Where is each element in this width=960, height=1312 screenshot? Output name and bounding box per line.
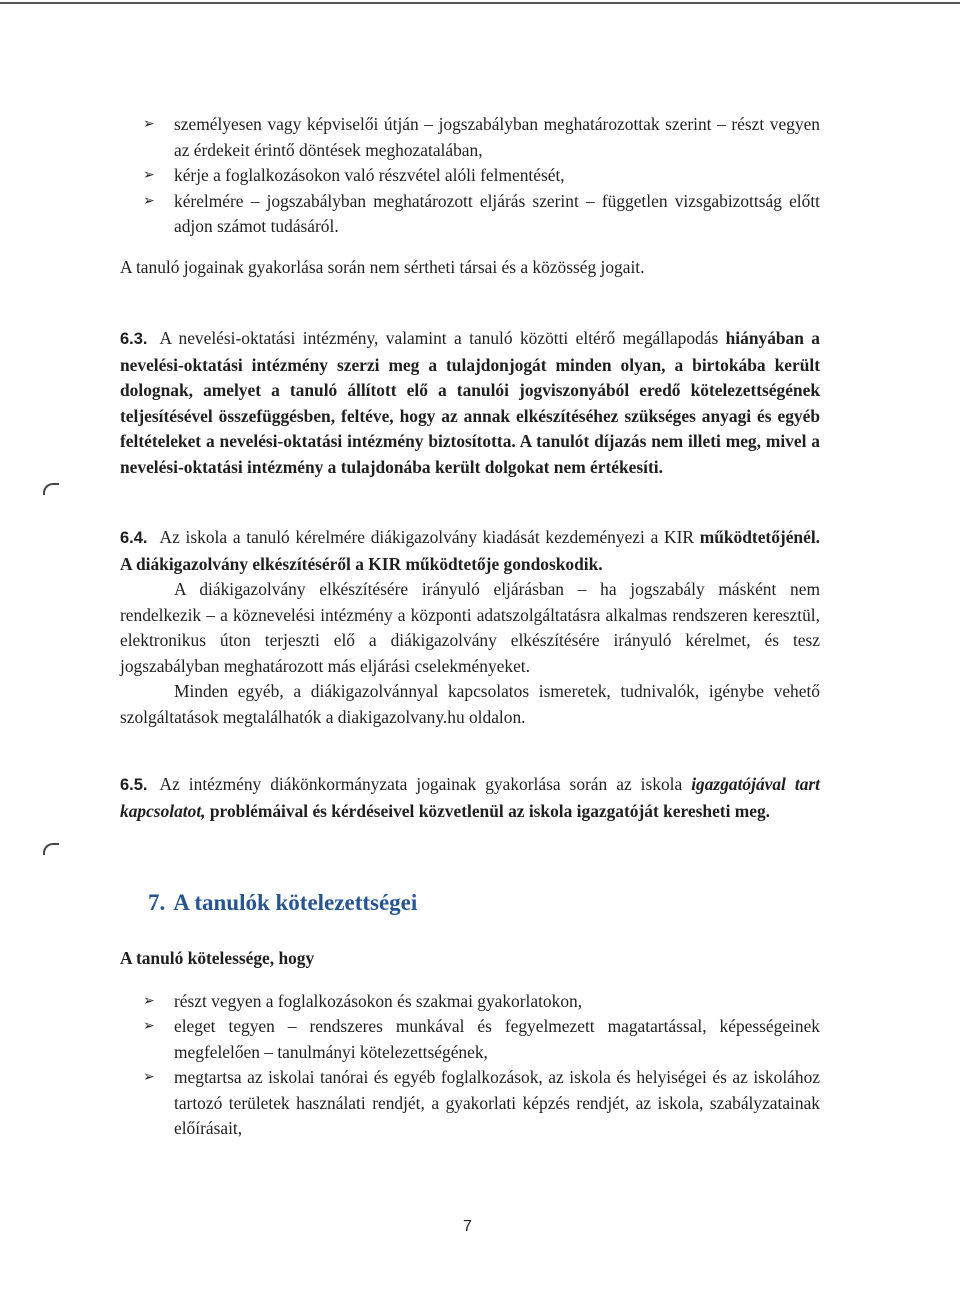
duties-intro: A tanuló kötelessége, hogy xyxy=(120,948,315,968)
duties-list xyxy=(120,989,820,1142)
list-item: ➢ részt vegyen a foglalkozásokon és szakmai gyakorlatokon, xyxy=(120,989,820,1015)
arrow-bullet-icon: ➢ xyxy=(143,992,155,1009)
arrow-bullet-icon: ➢ xyxy=(143,167,155,183)
document-body xyxy=(120,112,820,1142)
arrow-bullet-icon: ➢ xyxy=(143,1018,155,1035)
section-number: 6.5. xyxy=(120,776,148,794)
page-number: 7 xyxy=(463,1218,472,1235)
list-item: ➢ megtartsa az iskolai tanórai és egyéb foglalkozások, az iskola és helyiségei és az iskolához tartozó területek használati rendjét, a gyakorlati képzés rendjét, az iskola, szabályzatainak előírásait, xyxy=(143,1067,820,1139)
rights-note: A tanuló jogainak gyakorlása során nem sértheti társai és a közösség jogait. xyxy=(120,256,645,277)
top-edge-line xyxy=(0,2,960,4)
hole-punch-mark xyxy=(43,843,59,855)
section-number: 6.4. xyxy=(120,529,148,547)
list-item: ➢ kérelmére – jogszabályban meghatározott eljárás szerint – független vizsgabizottság előtt adjon számot tudásáról. xyxy=(143,190,820,236)
arrow-bullet-icon: ➢ xyxy=(143,116,155,132)
list-item: ➢ kérje a foglalkozásokon való részvétel alóli felmentését, xyxy=(120,163,820,189)
hole-punch-mark xyxy=(43,483,59,495)
arrow-bullet-icon: ➢ xyxy=(143,192,155,209)
section-6-5: 6.5. Az intézmény diákönkormányzata jogainak gyakorlása során az iskola igazgatójával tart kapcsolatot, problémáival és kérdéseivel közvetlenül az iskola igazgatóját keresheti meg. xyxy=(120,774,821,821)
section-6-3: 6.3. A nevelési-oktatási intézmény, valamint a tanuló közötti eltérő megállapodás hiányában a nevelési-oktatási intézmény szerzi meg a tulajdonjogát minden olyan, a birtokába került dolognak, amelyet a tanuló állított elő a tanulói jogviszonyából eredő kötelezettségének teljesítésével összefüggésben, feltéve, hogy az annak elkészítéséhez szükséges anyagi és egyéb feltételeket a nevelési-oktatási intézmény biztosította. A tanulót díjazás nem illeti meg, mivel a nevelési-oktatási intézmény a tulajdonába került dolgokat nem értékesíti. xyxy=(120,328,821,477)
list-item: ➢ eleget tegyen – rendszeres munkával és fegyelmezett magatartással, képességeinek megfelelően – tanulmányi kötelezettségének, xyxy=(143,1016,820,1062)
list-item: ➢ személyesen vagy képviselői útján – jogszabályban meghatározottak szerint – részt vegyen az érdekeit érintő döntések meghozatalában, xyxy=(143,114,820,160)
section-6-4: 6.4. Az iskola a tanuló kérelmére diákigazolvány kiadását kezdeményezi a KIR működtetőjénél. A diákigazolvány elkészítéséről a KIR működtetője gondoskodik. xyxy=(120,527,820,574)
arrow-bullet-icon: ➢ xyxy=(143,1069,155,1086)
section-number: 6.3. xyxy=(120,330,148,348)
section-6-4-paragraph: Minden egyéb, a diákigazolvánnyal kapcsolatos ismeretek, tudnivalók, igénybe vehető szolgáltatások megtalálhatók a diakigazolvany.hu oldalon. xyxy=(120,681,820,727)
section-6-4-paragraph: A diákigazolvány elkészítésére irányuló eljárásban – ha jogszabály másként nem rendelkezik – a köznevelési intézmény a központi adatszolgáltatásra alkalmas rendszeren keresztül, elektronikus úton terjeszti elő a diákigazolvány elkészítésére irányuló kérelmet, és tesz jogszabályban meghatározott más eljárási cselekményeket. xyxy=(120,579,820,676)
rights-list-continued xyxy=(120,112,820,240)
chapter-heading: 7. A tanulók kötelezettségei xyxy=(148,890,418,915)
